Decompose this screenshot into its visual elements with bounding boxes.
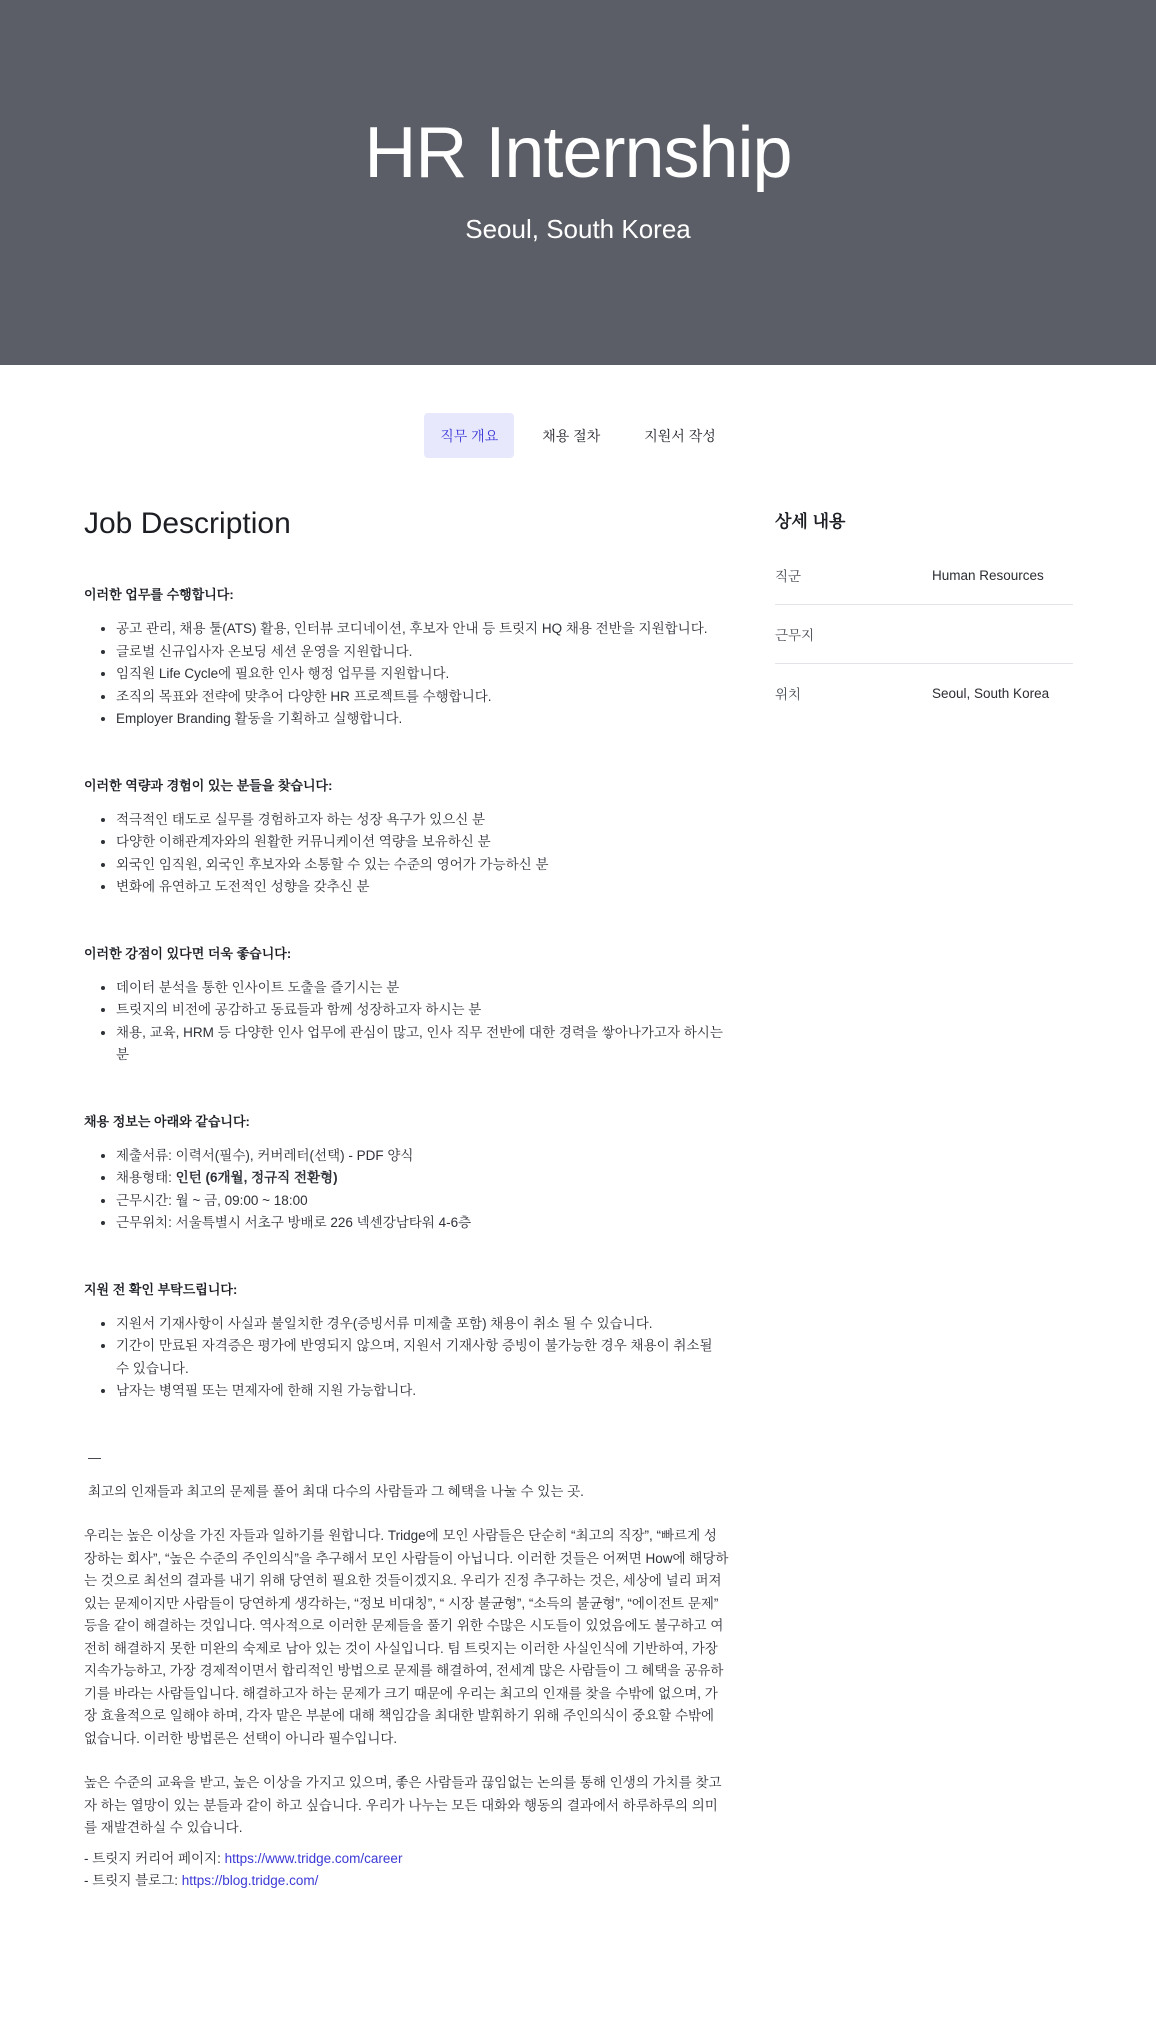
detail-row-location <box>775 664 1073 708</box>
divider-dash: — <box>88 1449 101 1465</box>
list-item: • 글로벌 신규입사자 온보딩 세션 운영을 지원합니다. <box>116 641 729 664</box>
list-item: • 임직원 Life Cycle에 필요한 인사 행정 업무를 지원합니다. <box>116 663 729 686</box>
bullet-list <box>84 1145 729 1235</box>
section-title: 채용 정보는 아래와 같습니다: <box>84 1113 250 1129</box>
list-item: • 근무위치: 서울특별시 서초구 방배로 226 넥센강남타워 4-6층 <box>116 1212 729 1235</box>
list-item: • 조직의 목표와 전략에 맞추어 다양한 HR 프로젝트를 수행합니다. <box>116 686 729 709</box>
section-title: 이러한 업무를 수행합니다: <box>84 587 234 602</box>
list-item: • 남자는 병역필 또는 면제자에 한해 지원 가능합니다. <box>116 1380 729 1403</box>
bullet-list <box>84 1313 729 1403</box>
list-item: • Employer Branding 활동을 기획하고 실행합니다. <box>116 708 729 731</box>
hero-banner <box>0 0 1156 365</box>
list-item: • 제출서류: 이력서(필수), 커버레터(선택) - PDF 양식 <box>116 1145 729 1168</box>
job-description <box>84 506 729 1893</box>
job-title: HR Internship <box>364 113 792 193</box>
list-item <box>116 1167 729 1190</box>
details-table <box>775 546 1073 708</box>
details-heading: 상세 내용 <box>775 512 846 531</box>
detail-key: 근무지 <box>775 628 815 643</box>
link-label: - 트릿지 커리어 페이지: <box>84 1850 225 1866</box>
company-paragraph: 높은 수준의 교육을 받고, 높은 이상을 가지고 있으며, 좋은 사람들과 끊임없는 논의를 통해 인생의 가치를 찾고자 하는 열망이 있는 분들과 같이 하고 싶습니다. 우리가 나누는 모든 대화와 행동의 결과에서 하루하루의 의미를 재발견하실 수 있습니다. <box>84 1775 722 1835</box>
list-item: • 기간이 만료된 자격증은 평가에 반영되지 않으며, 지원서 기재사항 증빙이 불가능한 경우 채용이 취소될 수 있습니다. <box>116 1335 729 1380</box>
company-links <box>84 1848 729 1893</box>
section-notice <box>84 1281 729 1403</box>
job-location: Seoul, South Korea <box>465 214 691 244</box>
tab-bar <box>0 413 1156 458</box>
list-item: • 변화에 유연하고 도전적인 성향을 갖추신 분 <box>116 876 729 899</box>
blog-link[interactable]: https://blog.tridge.com/ <box>181 1873 319 1888</box>
section-hiring-info <box>84 1113 729 1235</box>
section-title: 지원 전 확인 부탁드립니다: <box>84 1281 238 1297</box>
list-item: • 채용, 교육, HRM 등 다양한 인사 업무에 관심이 많고, 인사 직무 전반에 대한 경력을 쌓아나가고자 하시는 분 <box>116 1022 729 1067</box>
section-requirements <box>84 777 729 899</box>
list-item: • 트릿지의 비전에 공감하고 동료들과 함께 성장하고자 하시는 분 <box>116 999 729 1022</box>
bullet-list <box>84 618 729 731</box>
link-label: - 트릿지 블로그: <box>84 1873 182 1888</box>
employment-type-value: 인턴 (6개월, 정규직 전환형) <box>175 1170 338 1185</box>
detail-key: 직군 <box>775 569 802 584</box>
tab-job-overview[interactable]: 직무 개요 <box>424 413 514 458</box>
company-tagline: 최고의 인재들과 최고의 문제를 풀어 최대 다수의 사람들과 그 혜택을 나눌 수 있는 곳. <box>88 1483 584 1499</box>
detail-key: 위치 <box>775 687 802 702</box>
list-item: • 데이터 분석을 통한 인사이트 도출을 즐기시는 분 <box>116 977 729 1000</box>
tab-application[interactable]: 지원서 작성 <box>644 427 716 444</box>
bullet-list <box>84 977 729 1067</box>
blog-link-row <box>84 1870 729 1893</box>
list-item: • 공고 관리, 채용 툴(ATS) 활용, 인터뷰 코디네이션, 후보자 안내 등 트릿지 HQ 채용 전반을 지원합니다. <box>116 618 729 641</box>
section-title: 이러한 강점이 있다면 더욱 좋습니다: <box>84 945 292 961</box>
list-item: • 외국인 임직원, 외국인 후보자와 소통할 수 있는 수준의 영어가 가능하신 분 <box>116 854 729 877</box>
detail-value: Seoul, South Korea <box>932 685 1050 701</box>
list-item: • 근무시간: 월 ~ 금, 09:00 ~ 18:00 <box>116 1190 729 1213</box>
employment-type-prefix: 채용형태: <box>116 1170 176 1185</box>
detail-value: Human Resources <box>932 567 1044 583</box>
list-item: • 적극적인 태도로 실무를 경험하고자 하는 성장 욕구가 있으신 분 <box>116 809 729 832</box>
detail-row-workplace <box>775 605 1073 664</box>
detail-row-job-family <box>775 546 1073 605</box>
section-title: 이러한 역량과 경험이 있는 분들을 찾습니다: <box>84 777 333 793</box>
section-responsibilities <box>84 586 729 731</box>
company-paragraph: 우리는 높은 이상을 가진 자들과 일하기를 원합니다. Tridge에 모인 사람들은 단순히 “최고의 직장”, “빠르게 성장하는 회사”, “높은 수준의 주인의식”을 추구해서 모인 사람들이 아닙니다. 이러한 것들은 어쩌면 How에 해당하는 것으로 최선의 결과를 내기 위해 당연히 필요한 것들이겠지요. 우리가 진정 추구하는 것은, 세상에 널리 퍼져 있는 문제이지만 사람들이 당연하게 생각하는, “정보 비대칭”, “ 시장 불균형”, “소득의 불균형”, “에이전트 문제” 등을 같이 해결하는 것입니다. 역사적으로 이러한 문제들을 풀기 위한 수많은 시도들이 있었음에도 불구하고 여전히 해결하지 못한 미완의 숙제로 남아 있는 것이 사실입니다. 팀 트릿지는 이러한 사실인식에 기반하여, 가장 지속가능하고, 가장 경제적이면서 합리적인 방법으로 문제를 해결하여, 전세계 많은 사람들이 그 혜택을 공유하기를 바라는 사람들입니다. 해결하고자 하는 문제가 크기 때문에 우리는 최고의 인재를 찾을 수밖에 없으며, 가장 효율적으로 일해야 하며, 각자 맡은 부분에 대해 책임감을 최대한 발휘하기 위해 주인의식이 중요할 수밖에 없습니다. 이러한 방법론은 선택이 아니라 필수입니다. <box>84 1528 729 1746</box>
list-item: • 다양한 이해관계자와의 원활한 커뮤니케이션 역량을 보유하신 분 <box>116 831 729 854</box>
career-link-row <box>84 1848 729 1871</box>
list-item: • 지원서 기재사항이 사실과 불일치한 경우(증빙서류 미제출 포함) 채용이 취소 될 수 있습니다. <box>116 1313 729 1336</box>
job-description-heading: Job Description <box>84 507 291 540</box>
section-preferred <box>84 945 729 1067</box>
tab-hiring-process[interactable]: 채용 절차 <box>542 427 601 444</box>
details-sidebar <box>775 506 1073 708</box>
career-page-link[interactable]: https://www.tridge.com/career <box>224 1850 403 1866</box>
bullet-list <box>84 809 729 899</box>
